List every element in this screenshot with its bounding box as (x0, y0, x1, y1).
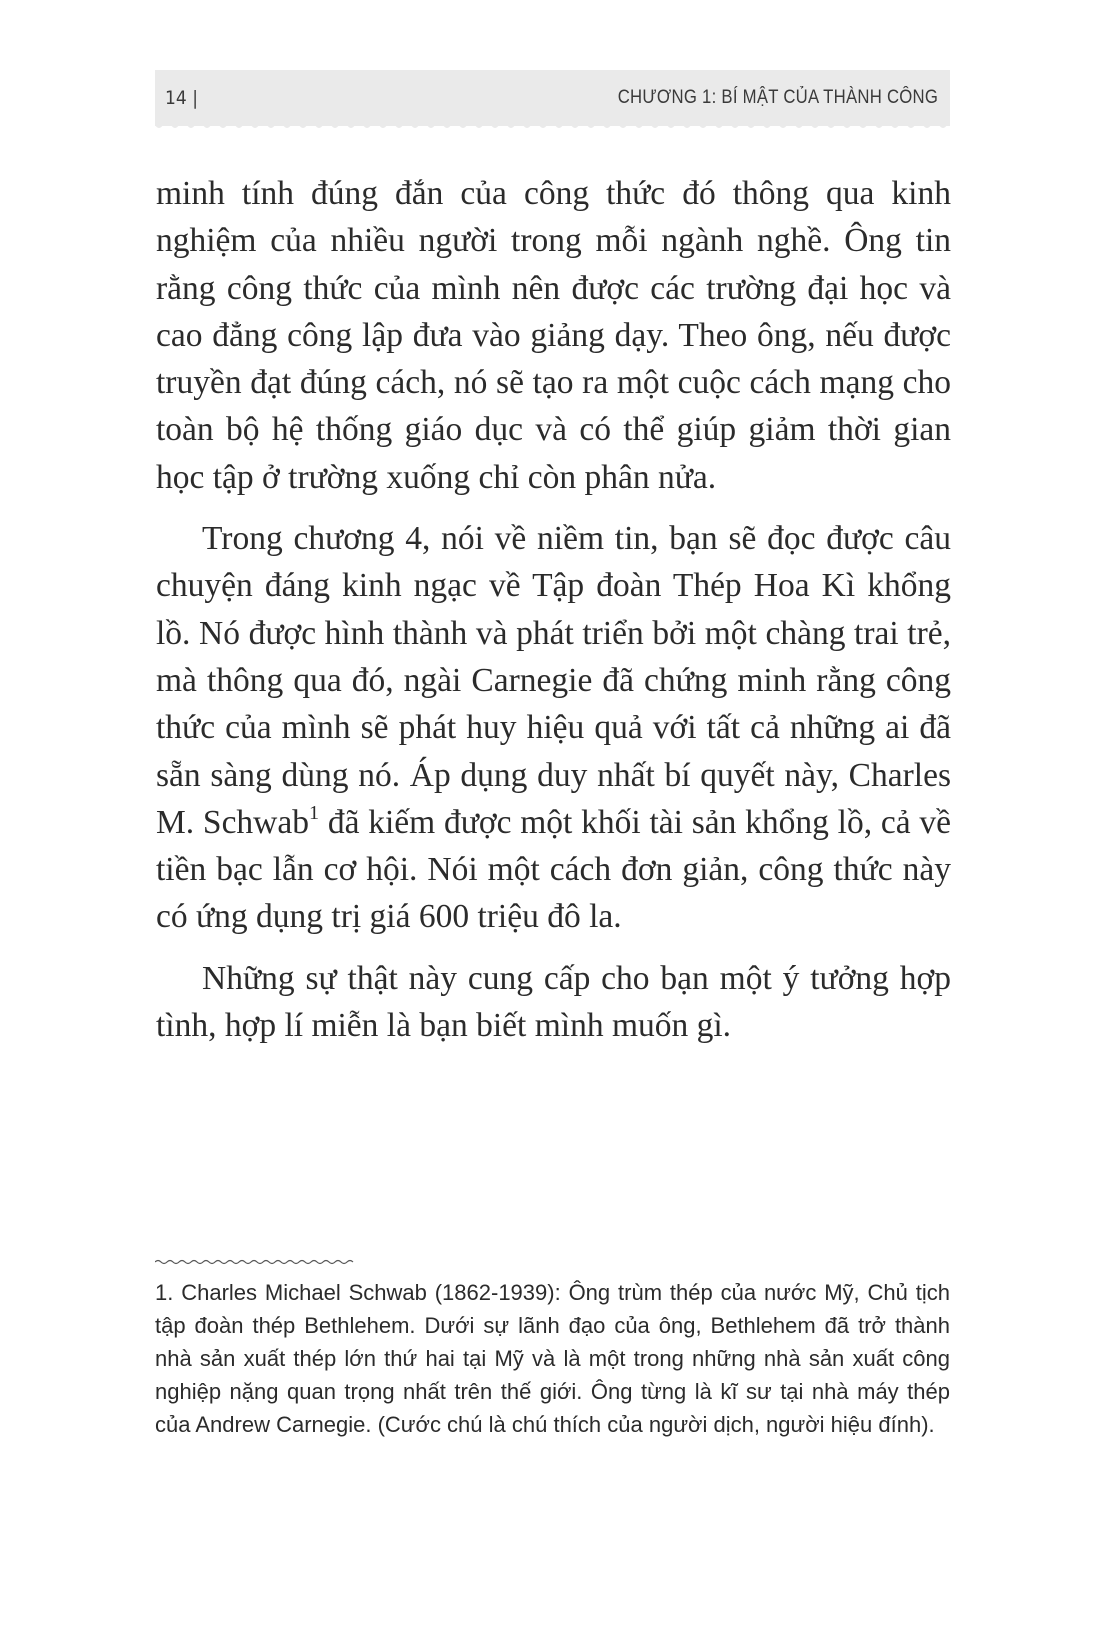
chapter-title: CHƯƠNG 1: BÍ MẬT CỦA THÀNH CÔNG (617, 87, 938, 108)
header-wavy-edge (155, 125, 950, 131)
page-number: 14 | (165, 87, 198, 109)
paragraph-1: minh tính đúng đắn của công thức đó thông qua kinh nghiệm của nhiều người trong mỗi ngành nghề. Ông tin rằng công thức của mình nên được các trường đại học và cao đẳng công lập đưa vào giảng dạy. Theo ông, nếu được truyền đạt đúng cách, nó sẽ tạo ra một cuộc cách mạng cho toàn bộ hệ thống giáo dục và có thể giúp giảm thời gian học tập ở trường xuống chỉ còn phân nửa. (156, 175, 951, 496)
paragraph-2: Trong chương 4, nói về niềm tin, bạn sẽ đọc được câu chuyện đáng kinh ngạc về Tập đoàn Thép Hoa Kì khổng lồ. Nó được hình thành và phát triển bởi một chàng trai trẻ, mà thông qua đó, ngài Carnegie đã chứng minh rằng công thức của mình sẽ phát huy hiệu quả với tất cả những ai đã sẵn sàng dùng nó. Áp dụng duy nhất bí quyết này, Charles M. Schwab$^1$ đã kiếm được một khối tài sản khổng lồ, cả về tiền bạc lẫn cơ hội. Nói một cách đơn giản, công thức này có ứng dụng trị giá 600 triệu đô la. (156, 520, 951, 936)
footnote: 1. Charles Michael Schwab (1862-1939): Ông trùm thép của nước Mỹ, Chủ tịch tập đoàn thép Bethlehem. Dưới sự lãnh đạo của ông, Bethlehem đã trở thành nhà sản xuất thép lớn thứ hai tại Mỹ và là một trong những nhà sản xuất công nghiệp nặng quan trọng nhất trên thế giới. Ông từng là kĩ sư tại nhà máy thép của Andrew Carnegie. (Cước chú là chú thích của người dịch, người hiệu đính). (155, 1280, 950, 1437)
header-separator: | (192, 87, 198, 109)
footnote-wavy-rule (155, 1258, 355, 1266)
main-text (156, 170, 951, 1063)
footnote-reference: 1 (309, 801, 320, 824)
running-header (155, 70, 950, 126)
paragraph-3: Những sự thật này cung cấp cho bạn một ý tưởng hợp tình, hợp lí miễn là bạn biết mình muốn gì. (156, 959, 951, 1045)
